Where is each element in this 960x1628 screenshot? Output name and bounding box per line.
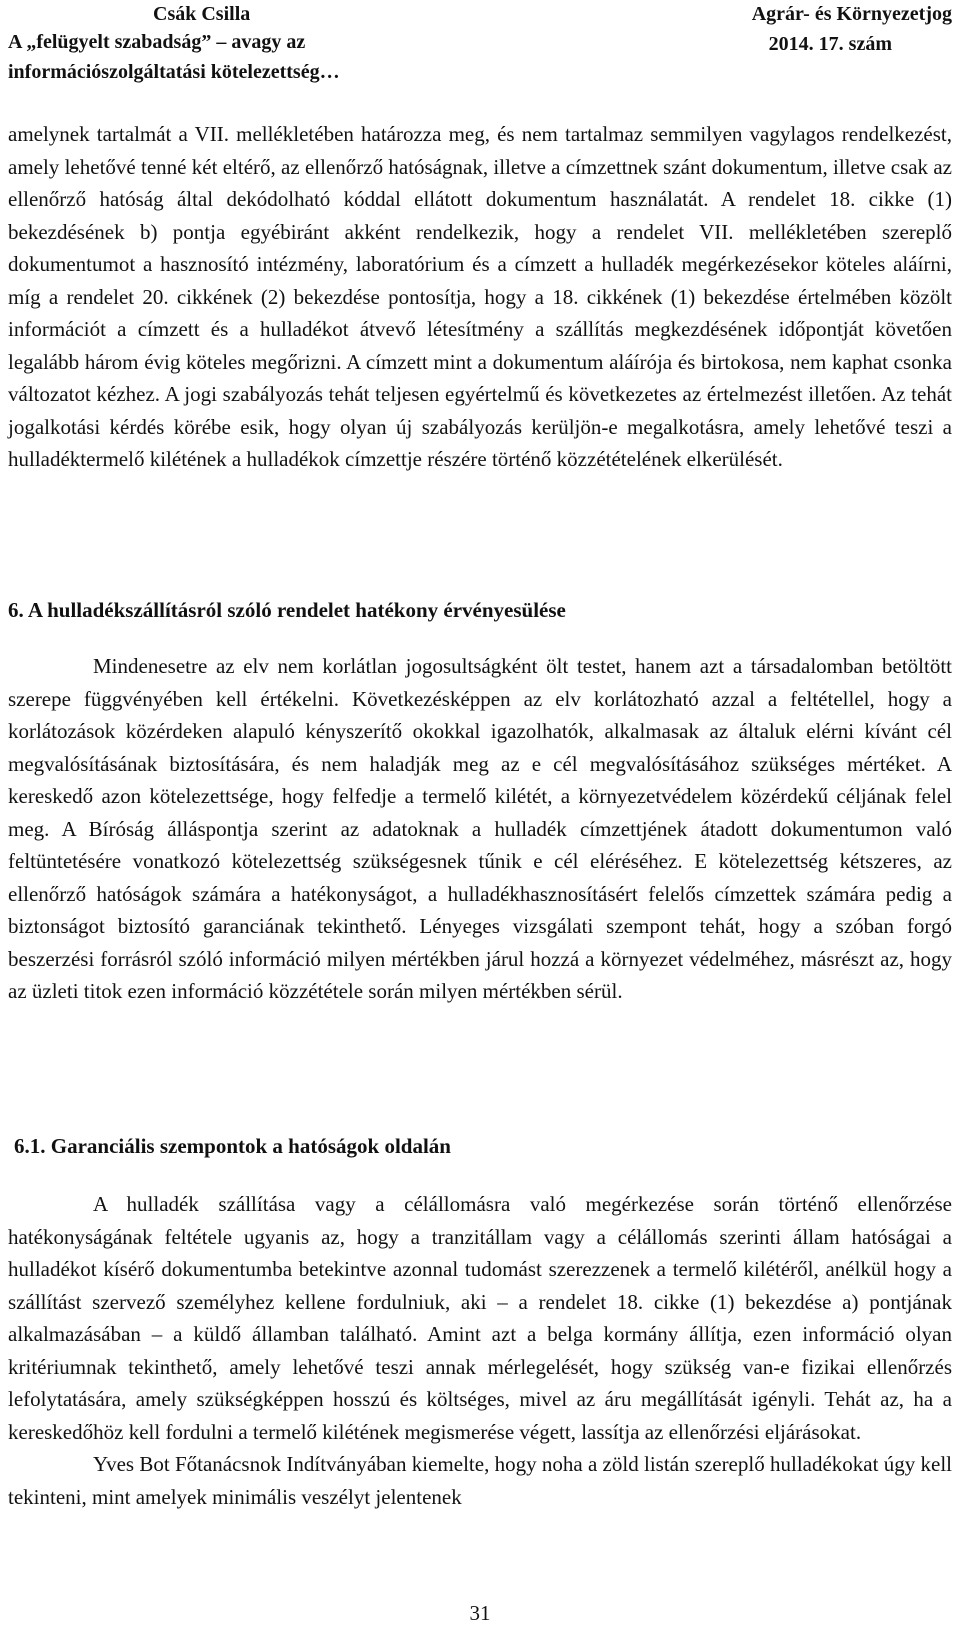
header-author: Csák Csilla xyxy=(153,3,251,25)
section-6-paragraph: Mindenesetre az elv nem korlátlan jogosultságként ölt testet, hanem azt a társadalomban betöltött szerepe függvényében kell értékelni. Következésképpen az elv korlátozható azzal a feltétellel, hogy a korlátozások közérdeken alapuló kényszerítő okokkal igazolhatók, alkalmasak az általuk elérni kívánt cél megvalósításának biztosítására, és nem haladják meg az e cél megvalósításához szükséges mértéket. A kereskedő azon kötelezettsége, hogy felfedje a termelő kilétét, a környezetvédelem közérdekű céljának felel meg. A Bíróság álláspontja szerint az adatoknak a hulladék címzettjének átadott dokumentumon való feltüntetésére vonatkozó kötelezettség szükségesnek tűnik e cél eléréséhez. E kötelezettség kétszeres, az ellenőrző hatóságok számára a hatékonyságot, a hulladékhasznosításért felelős címzettek számára pedig a biztonságot biztosító garanciának tekinthető. Lényeges vizsgálati szempont tehát, hogy a szóban forgó beszerzési forrásról szóló információ milyen mértékben járul hozzá a környezet védelméhez, másrészt az, hogy az üzleti titok ezen információ közzététele során milyen mértékben sérül. xyxy=(8,654,952,1003)
header-issue: 2014. 17. szám xyxy=(768,33,892,55)
section-6-1-heading: 6.1. Garanciális szempontok a hatóságok oldalán xyxy=(14,1134,451,1158)
page-number: 31 xyxy=(469,1601,491,1625)
intro-text-block xyxy=(8,118,952,476)
section-6-1-body xyxy=(8,1188,952,1513)
running-header xyxy=(8,0,952,94)
header-journal-name: Agrár- és Környezetjog xyxy=(751,3,952,25)
section-6-body xyxy=(8,650,952,1008)
header-article-title-line-1: A „felügyelt szabadság” – avagy az xyxy=(8,31,306,53)
section-6-1-paragraph-1: A hulladék szállítása vagy a célállomásra való megérkezése során történő ellenőrzése hatékonyságának feltétele ugyanis az, hogy a tranzitállam vagy a célállomás szerinti állam hatóságai a hulladékot kísérő dokumentumba betekintve azonnal tudomást szerezzenek a termelő kilétéről, anélkül hogy a szállítást szervező személyhez kellene fordulniuk, aki – a rendelet 18. cikke (1) bekezdése a) pontjának alkalmazásában – a küldő államban található. Amint azt a belga kormány állítja, ezen információ olyan kritériumnak tekinthető, amely lehetővé teszi annak mérlegelését, hogy szükség van-e fizikai ellenőrzés lefolytatására, amely szükségképpen hosszú és költséges, mivel az áru megállítását igényli. Tehát az, ha a kereskedőhöz kell fordulni a termelő kilétének megismerése végett, lassítja az ellenőrzési eljárásokat. xyxy=(8,1192,952,1444)
intro-paragraph: amelynek tartalmát a VII. mellékletében határozza meg, és nem tartalmaz semmilyen vagylagos rendelkezést, amely lehetővé tenné két eltérő, az ellenőrző hatóságnak, illetve a címzettnek szánt dokumentum, illetve csak az ellenőrző hatóság által dekódolható kóddal ellátott dokumentum használatát. A rendelet 18. cikke (1) bekezdésének b) pontja egyébiránt akként rendelkezik, hogy a rendelet VII. mellékletében szereplő dokumentumot a hasznosító intézmény, laboratórium és a címzett a hulladék megérkezésekor köteles aláírni, míg a rendelet 20. cikkének (2) bekezdése pontosítja, hogy a 18. cikkének (1) bekezdése értelmében közölt információt a címzett és a hulladékot átvevő létesítmény a szállítás megkezdésének időpontját követően legalább három évig köteles megőrizni. A címzett mint a dokumentum aláírója és birtokosa, nem kaphat csonka változatot kézhez. A jogi szabályozás tehát teljesen egyértelmű és következetes az értelmezést illetően. Az tehát jogalkotási kérdés körébe esik, hogy olyan új szabályozás kerüljön-e megalkotásra, amely lehetővé teszi a hulladéktermelő kilétének a hulladékok címzettje részére történő közzétételének elkerülését. xyxy=(8,122,952,471)
section-6-heading: 6. A hulladékszállításról szóló rendelet hatékony érvényesülése xyxy=(8,598,566,622)
header-divider xyxy=(8,100,952,101)
header-article-title-line-2: információszolgáltatási kötelezettség… xyxy=(8,61,340,83)
section-6-1-heading-block xyxy=(14,1130,952,1162)
section-6-1-paragraph-2: Yves Bot Főtanácsnok Indítványában kiemelte, hogy noha a zöld listán szereplő hulladékokat úgy kell tekinteni, mint amelyek minimális veszélyt jelentenek xyxy=(8,1452,952,1509)
section-6-heading-block xyxy=(8,594,952,626)
